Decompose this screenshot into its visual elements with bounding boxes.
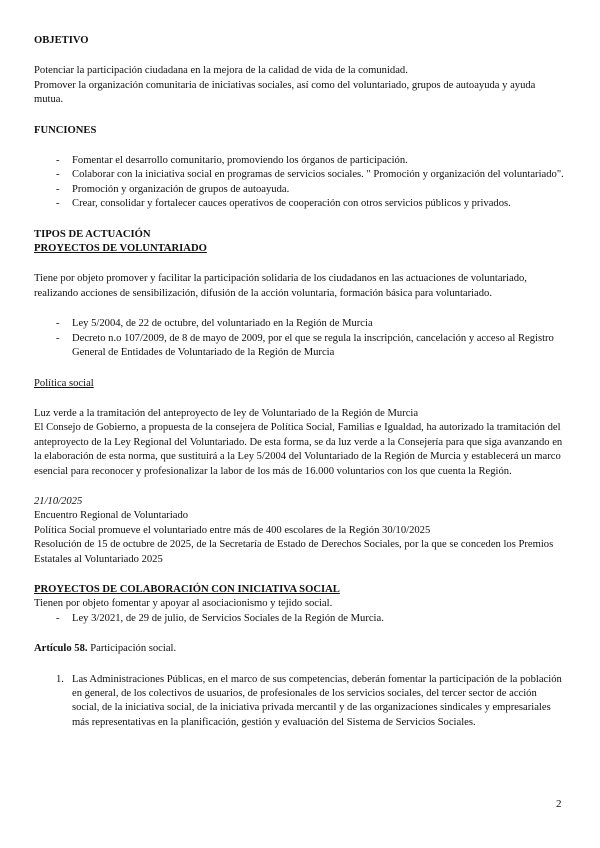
articulo-title: Participación social. xyxy=(90,643,177,655)
list-item[interactable]: - Decreto n.o 107/2009, de 8 de mayo de 2009, por el que se regula la inscripción, cancelación y acceso al Registro General de Entidades de Voluntariado de la Región de Murcia xyxy=(34,332,564,361)
articulo-numbered-list xyxy=(34,673,564,731)
colaboracion-laws-list xyxy=(34,612,564,626)
list-item: - Promoción y organización de grupos de autoayuda. xyxy=(34,183,564,197)
funciones-list xyxy=(34,154,564,212)
escolares-line[interactable]: Política Social promueve el voluntariado entre más de 400 escolares de la Región 30/10/2025 xyxy=(34,524,431,536)
objetivo-heading: OBJETIVO xyxy=(34,35,89,46)
colaboracion-heading: PROYECTOS DE COLABORACIÓN CON INICIATIVA SOCIAL xyxy=(34,583,340,595)
item-text: Las Administraciones Públicas, en el marco de sus competencias, deberán fomentar la participación de la población en general, de los colectivos de usuarios, de profesionales de los servicios sociales, del tercer sector de acción social, de la iniciativa social, de la iniciativa privada mercantil y de las organizaciones sindicales y empresariales más representativas en la planificación, gestión y evaluación del Sistema de Servicios Sociales. xyxy=(72,673,562,728)
news-title: Luz verde a la tramitación del anteproyecto de ley de Voluntariado de la Región de Murcia xyxy=(34,407,419,419)
list-item xyxy=(34,673,564,731)
list-item[interactable]: - Ley 3/2021, de 29 de julio, de Servicios Sociales de la Región de Murcia. xyxy=(34,612,564,626)
voluntariado-subheading: PROYECTOS DE VOLUNTARIADO xyxy=(34,243,207,255)
articulo-label: Artículo 58. xyxy=(34,643,88,655)
document-page xyxy=(34,34,564,730)
funciones-heading: FUNCIONES xyxy=(34,124,97,136)
resolucion-line[interactable]: Resolución de 15 de octubre de 2025, de la Secretaría de Estado de Derechos Sociales, por la que se conceden los Premios Estatales al Voluntariado 2025 xyxy=(34,539,554,565)
list-item: - Colaborar con la iniciativa social en programas de servicios sociales. " Promoción y organización del voluntariado". xyxy=(34,168,564,182)
encuentro-line[interactable]: Encuentro Regional de Voluntariado xyxy=(34,510,189,522)
politica-social-link[interactable]: Política social xyxy=(34,377,94,389)
item-number: 1. xyxy=(56,673,64,685)
news-date: 21/10/2025 xyxy=(34,495,83,507)
voluntariado-laws-list xyxy=(34,317,564,360)
page-number: 2 xyxy=(556,798,562,810)
objetivo-line-1: Potenciar la participación ciudadana en la mejora de la calidad de vida de la comunidad. xyxy=(34,65,408,77)
objetivo-line-2: Promover la organización comunitaria de iniciativas sociales, así como del voluntariado, grupos de autoayuda y ayuda mutua. xyxy=(34,79,536,106)
articulo-line xyxy=(34,642,564,656)
list-item: - Crear, consolidar y fortalecer cauces operativos de cooperación con otros servicios públicos y privados. xyxy=(34,197,564,211)
voluntariado-intro: Tiene por objeto promover y facilitar la participación solidaria de los ciudadanos en las actuaciones de voluntariado, realizando acciones de sensibilización, difusión de la acción voluntaria, formación básica para voluntariado. xyxy=(34,273,527,299)
tipos-heading: TIPOS DE ACTUACIÓN xyxy=(34,228,151,240)
list-item[interactable]: - Ley 5/2004, de 22 de octubre, del voluntariado en la Región de Murcia xyxy=(34,317,564,331)
colaboracion-intro: Tienen por objeto fomentar y apoyar al asociacionismo y tejido social. xyxy=(34,598,333,610)
news-body: El Consejo de Gobierno, a propuesta de la consejera de Política Social, Familias e Igualdad, ha autorizado la tramitación del anteproyecto de la Ley Regional del Voluntariado. De esta forma, se da luz verde a la Consejería para que siga avanzando en la elaboración de esta norma, que sustituirá a la Ley 5/2004 del Voluntariado de la Región de Murcia y establecerá un marco esencial para reconocer y profesionalizar la labor de los más de 16.000 voluntarios con los que cuenta la Región. xyxy=(34,422,563,477)
list-item: - Fomentar el desarrollo comunitario, promoviendo los órganos de participación. xyxy=(34,154,564,168)
